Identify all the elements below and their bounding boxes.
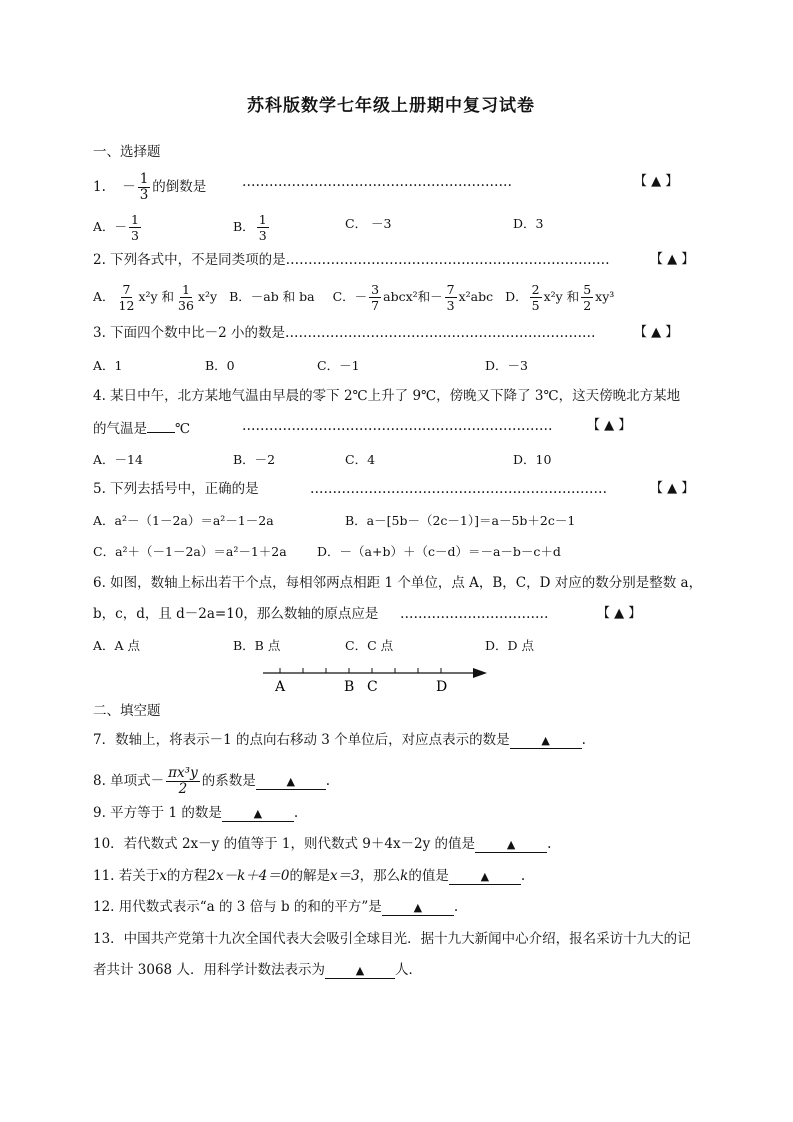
q6-option-c: C．C 点: [345, 638, 394, 653]
question-6-line2: b，c，d，且 d－2a=10，那么数轴的原点应是: [93, 606, 379, 622]
leader-dots: ……………………………: [400, 606, 549, 622]
question-2: 2. 下列各式中，不是同类项的是………………………………………………………………: [93, 252, 610, 268]
question-13-line1: 13．中国共产党第十九次全国代表大会吸引全球目光．据十九大新闻中心介绍，报名采访十九大的记: [93, 931, 691, 947]
answer-blank[interactable]: ▲: [449, 868, 521, 885]
answer-bracket: 【 ▲ 】: [650, 481, 695, 496]
q4-option-a: A．－14: [93, 452, 143, 467]
q2-options: [93, 282, 614, 313]
question-12: 12. 用代数式表示“a 的 3 倍与 b 的和的平方”是 ▲ .: [93, 899, 459, 915]
q2-option-d: D． $\frac{2}{5}$ x²y 和 $\frac{5}{2}$ xy³: [505, 282, 615, 313]
number-line-figure: [255, 660, 495, 696]
point-label-b: B: [344, 679, 355, 695]
question-11: 11. 若关于x的方程2x－k＋4＝0的解是x＝3，那么k的值是 ▲ .: [93, 868, 526, 884]
answer-blank[interactable]: [147, 416, 175, 433]
q3-option-a: A．1: [93, 358, 123, 373]
answer-blank[interactable]: ▲: [382, 899, 454, 916]
answer-bracket: 【 ▲ 】: [597, 606, 642, 621]
q2-option-a: A． $\frac{7}{12}$ x²y 和 $\frac{1}{36}$ x²y: [93, 282, 218, 313]
tick-marks: [280, 668, 441, 673]
answer-blank[interactable]: ▲: [475, 836, 547, 853]
question-5: 5. 下列去括号中，正确的是: [93, 481, 259, 497]
answer-bracket: 【 ▲ 】: [634, 325, 679, 340]
question-10: 10．若代数式 2x－y 的值等于 1，则代数式 9＋4x－2y 的值是 ▲ .: [93, 836, 552, 852]
q3-option-b: B．0: [205, 358, 235, 373]
answer-blank[interactable]: ▲: [325, 962, 395, 979]
q1-option-c: C． －3: [345, 216, 392, 231]
answer-bracket: 【 ▲ 】: [587, 418, 632, 433]
q5-option-a: A．a²－（1－2a）＝a²－1－2a: [93, 513, 274, 528]
q2-option-b: B．－ab 和 ba: [229, 289, 315, 304]
question-13-line2: 者共计 3068 人．用科学计数法表示为 ▲ 人．: [93, 962, 422, 978]
leader-dots: ……………………………………………………: [242, 174, 512, 190]
leader-dots: …………………………………………………………: [310, 481, 607, 497]
point-label-a: A: [275, 679, 286, 695]
section-heading-choice: 一、选择题: [93, 144, 161, 160]
answer-blank[interactable]: ▲: [510, 732, 582, 749]
q3-option-c: C．－1: [317, 358, 360, 373]
q4-option-c: C．4: [345, 452, 376, 467]
question-4-line1: 4. 某日中午，北方某地气温由早晨的零下 2℃上升了 9℃，傍晚又下降了 3℃，这天傍晚北方某地: [93, 388, 681, 404]
q1-number: 1.: [93, 179, 106, 195]
page-title: 苏科版数学七年级上册期中复习试卷: [247, 96, 535, 116]
answer-bracket: 【 ▲ 】: [634, 174, 679, 189]
question-9: 9. 平方等于 1 的数是 ▲ .: [93, 805, 299, 821]
q5-option-b: B．a－[5b－（2c－1）]＝a－5b＋2c－1: [345, 513, 576, 528]
question-6-line1: 6. 如图，数轴上标出若干个点，每相邻两点相距 1 个单位，点 A，B，C，D 对应的数分别是整数 a，: [93, 575, 703, 591]
q4-option-d: D．10: [513, 452, 552, 467]
answer-bracket: 【 ▲ 】: [650, 252, 695, 267]
q6-option-d: D．D 点: [485, 638, 535, 653]
q6-option-a: A．A 点: [93, 638, 141, 653]
question-3: 3. 下面四个数中比－2 小的数是……………………………………………………………: [93, 325, 596, 341]
q6-option-b: B．B 点: [233, 638, 281, 653]
question-4-line2: 的气温是 ℃: [93, 416, 190, 439]
q1-option-b: B． $\frac{1}{3}$: [233, 212, 267, 243]
q4-option-b: B．－2: [233, 452, 276, 467]
arrow-icon: [473, 668, 487, 678]
q1-option-d: D．3: [513, 216, 544, 231]
fraction: $\frac{1}{3}$: [139, 171, 149, 203]
point-label-d: D: [436, 679, 448, 695]
leader-dots: ……………………………………………………………: [242, 418, 553, 434]
q3-option-d: D．－3: [485, 358, 528, 373]
section-heading-fill: 二、填空题: [93, 703, 161, 719]
q1-option-a: A．－ $\frac{1}{3}$: [93, 212, 139, 243]
point-label-c: C: [367, 679, 378, 695]
answer-blank[interactable]: ▲: [256, 773, 326, 790]
question-7: 7．数轴上，将表示－1 的点向右移动 3 个单位后，对应点表示的数是 ▲ .: [93, 732, 586, 748]
q2-option-c: C．－ $\frac{3}{7}$ abcx²和－ $\frac{7}{3}$ x²abc: [332, 282, 494, 313]
answer-blank[interactable]: ▲: [222, 805, 294, 822]
q5-option-c: C．a²＋（－1－2a）＝a²－1＋2a: [93, 544, 287, 559]
q5-option-d: D．－（a+b）＋（c－d）＝－a－b－c＋d: [317, 544, 561, 559]
question-1: 1. － $\frac{1}{3}$ 的倒数是: [93, 171, 207, 203]
question-8: 8. 单项式－ $\frac{\text{πx³y}}{2}$ 的系数是 ▲ .: [93, 765, 330, 797]
